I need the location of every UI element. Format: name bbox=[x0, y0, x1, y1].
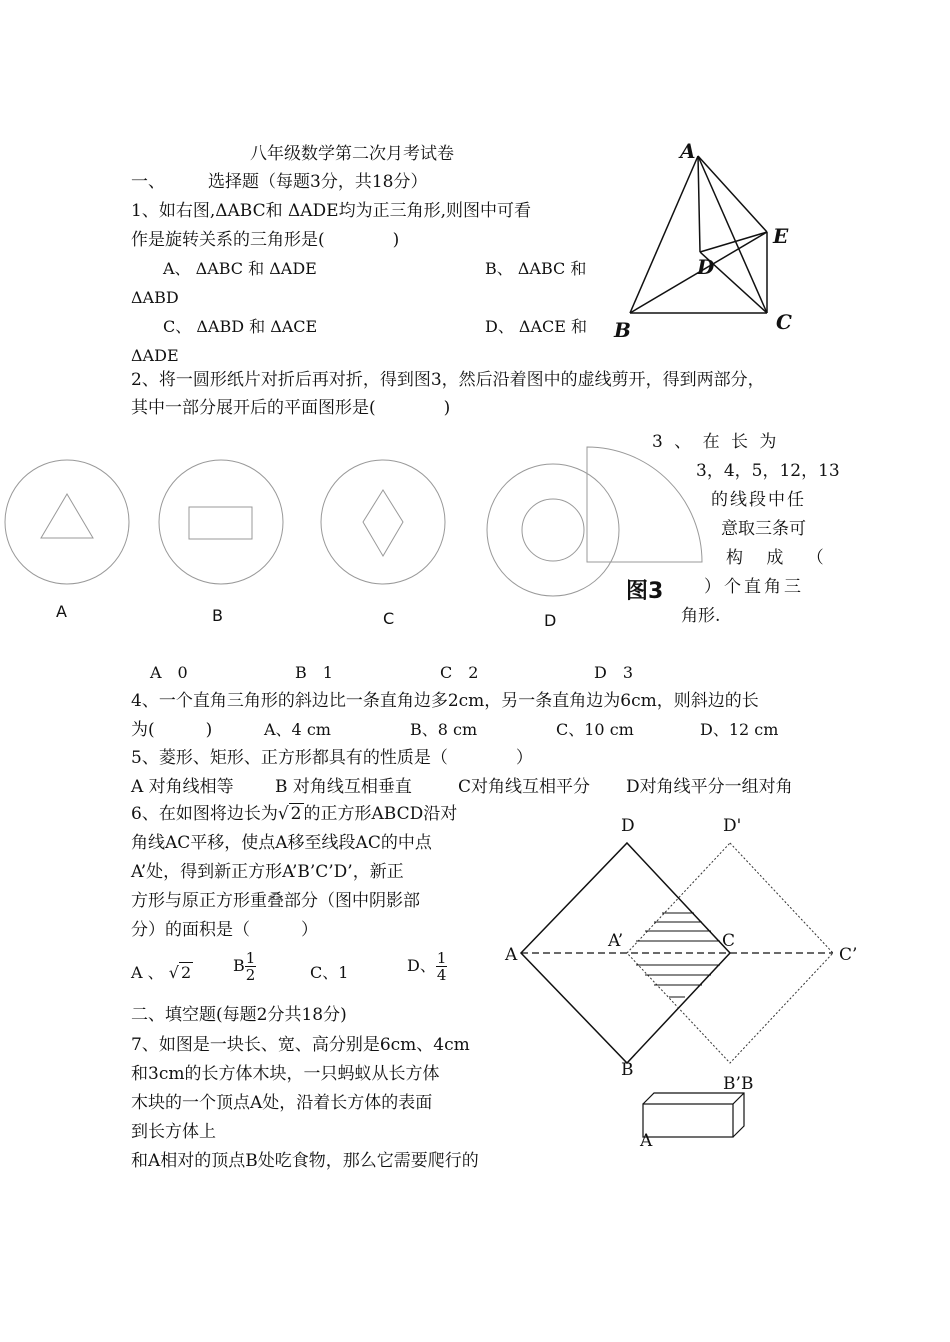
q2-label-b: B bbox=[212, 606, 223, 625]
q6-option-d bbox=[407, 950, 447, 983]
q5-option-d: D对角线平分一组对角 bbox=[626, 777, 793, 797]
q6-option-b-fraction bbox=[245, 950, 257, 983]
q6-square-figure bbox=[521, 843, 833, 1063]
q6-option-a bbox=[131, 962, 193, 984]
q2-label-c: C bbox=[383, 609, 395, 628]
q6-sqrt-sign: √ bbox=[277, 804, 289, 824]
q7-fig-label-a: A bbox=[640, 1131, 653, 1151]
q2-label-a: A bbox=[56, 602, 67, 621]
q2-label-d: D bbox=[544, 611, 557, 630]
q6-line5: 分）的面积是（ ） bbox=[131, 920, 318, 940]
q1-option-d-cont: ΔADE bbox=[131, 346, 179, 365]
fig3-label: 图3 bbox=[626, 579, 664, 604]
q5-line1: 5、菱形、矩形、正方形都具有的性质是（ ） bbox=[131, 748, 533, 768]
q6-option-b bbox=[233, 950, 256, 983]
q7-box-figure bbox=[643, 1093, 744, 1137]
q2-line1: 2、将一圆形纸片对折后再对折，得到图3，然后沿着图中的虚线剪开，得到两部分， bbox=[131, 370, 765, 390]
q2-option-c-figure bbox=[321, 460, 445, 584]
q3-line7: 角形. bbox=[681, 606, 721, 626]
q7-line2: 和3cm的长方体木块，一只蚂蚁从长方体 bbox=[131, 1064, 440, 1084]
q1-line1: 1、如右图,ΔABC和 ΔADE均为正三角形,则图中可看 bbox=[131, 201, 531, 221]
q6-fig-label-ap: A’ bbox=[608, 931, 624, 951]
q4-option-c: C、10 cm bbox=[556, 720, 634, 739]
section1-number: 一、 bbox=[131, 172, 165, 192]
q1-option-d: D、 ΔACE 和 bbox=[485, 317, 588, 336]
q6-line1-end: 的正方形ABCD沿对 bbox=[303, 804, 458, 824]
q6-fig-label-dp: D' bbox=[723, 816, 742, 836]
q6-fig-label-cp: C’ bbox=[839, 945, 858, 965]
q6-option-c: C、1 bbox=[310, 963, 349, 982]
q6-option-b-denominator: 2 bbox=[245, 966, 256, 984]
q7-line4: 到长方体上 bbox=[131, 1122, 216, 1142]
q3-line6: ）个直角三 bbox=[704, 577, 804, 597]
section1-title: 选择题（每题3分，共18分） bbox=[208, 172, 428, 192]
q3-line5: 构 成 （ bbox=[726, 548, 824, 568]
q1-option-b-cont: ΔABD bbox=[131, 288, 179, 307]
q2-line2: 其中一部分展开后的平面图形是( ) bbox=[131, 398, 451, 418]
q3-option-a: A 0 bbox=[150, 663, 188, 682]
q2-option-a-figure bbox=[5, 460, 129, 584]
q7-fig-label-b: B bbox=[741, 1074, 754, 1094]
q6-option-d-fraction bbox=[436, 950, 448, 983]
q7-line3: 木块的一个顶点A处，沿着长方体的表面 bbox=[131, 1093, 433, 1113]
q6-line1-start: 6、在如图将边长为 bbox=[131, 804, 278, 824]
q3-line2: 3，4，5，12，13 bbox=[696, 461, 840, 481]
q1-fig-label-e: E bbox=[773, 224, 789, 248]
q3-line4: 意取三条可 bbox=[721, 519, 806, 539]
q1-option-b: B、 ΔABC 和 bbox=[485, 259, 587, 278]
q3-option-d: D 3 bbox=[594, 663, 634, 682]
q2-option-b-figure bbox=[159, 460, 283, 584]
q3-line3: 的线段中任 bbox=[711, 490, 806, 510]
q6-option-d-denominator: 4 bbox=[436, 966, 447, 984]
q4-option-d: D、12 cm bbox=[700, 720, 779, 739]
q4-line2-start: 为( ) bbox=[131, 720, 213, 740]
q7-line1: 7、如图是一块长、宽、高分别是6cm、4cm bbox=[131, 1035, 470, 1055]
q1-fig-label-b: B bbox=[614, 318, 631, 342]
q6-option-a-sqrt-value: 2 bbox=[180, 963, 192, 982]
q1-option-a: A、 ΔABC 和 ΔADE bbox=[163, 259, 317, 278]
q1-fig-label-c: C bbox=[776, 310, 792, 334]
q5-option-c: C对角线互相平分 bbox=[458, 777, 591, 797]
fig3-quarter-circle bbox=[587, 447, 702, 562]
q6-option-d-numerator: 1 bbox=[436, 949, 447, 967]
q3-option-c: C 2 bbox=[440, 663, 479, 682]
q6-fig-label-a: A bbox=[505, 945, 518, 965]
q6-line1 bbox=[131, 803, 457, 825]
q6-option-a-label: A 、 bbox=[131, 963, 164, 982]
q5-option-a: A 对角线相等 bbox=[131, 777, 234, 797]
q6-fig-label-bp: B’ bbox=[723, 1074, 741, 1094]
q4-option-b: B、8 cm bbox=[410, 720, 478, 739]
q6-option-b-numerator: 1 bbox=[245, 949, 256, 967]
q6-option-a-sqrt-sign: √ bbox=[168, 963, 179, 982]
q4-option-a: A、4 cm bbox=[264, 720, 331, 739]
q6-sqrt-value: 2 bbox=[290, 804, 302, 824]
q6-line3: A’处，得到新正方形A’B’C’D’，新正 bbox=[131, 862, 404, 882]
q1-fig-label-d: D bbox=[697, 255, 715, 279]
q1-triangle-figure bbox=[630, 156, 767, 313]
q6-line2: 角线AC平移，使点A移至线段AC的中点 bbox=[131, 833, 432, 853]
q2-option-d-figure bbox=[487, 464, 619, 596]
section2-title: 二、填空题(每题2分共18分) bbox=[131, 1005, 347, 1025]
q5-option-b: B 对角线互相垂直 bbox=[275, 777, 412, 797]
q6-fig-label-b: B bbox=[621, 1060, 634, 1080]
q6-fig-label-c: C bbox=[722, 931, 736, 951]
q6-line4: 方形与原正方形重叠部分（图中阴影部 bbox=[131, 891, 420, 911]
q1-fig-label-a: A bbox=[680, 139, 696, 163]
q1-line2: 作是旋转关系的三角形是( ) bbox=[131, 230, 400, 250]
q6-option-d-label: D、 bbox=[407, 956, 436, 975]
q3-line1: 3 、 在 长 为 bbox=[652, 432, 777, 452]
q4-line1: 4、一个直角三角形的斜边比一条直角边多2cm，另一条直角边为6cm，则斜边的长 bbox=[131, 691, 759, 711]
page-title: 八年级数学第二次月考试卷 bbox=[250, 144, 454, 164]
q3-option-b: B 1 bbox=[295, 663, 333, 682]
q6-fig-label-d: D bbox=[621, 816, 635, 836]
q7-line5: 和A相对的顶点B处吃食物，那么它需要爬行的 bbox=[131, 1151, 479, 1171]
q1-option-c: C、 ΔABD 和 ΔACE bbox=[163, 317, 318, 336]
q6-option-b-label: B bbox=[233, 956, 245, 975]
